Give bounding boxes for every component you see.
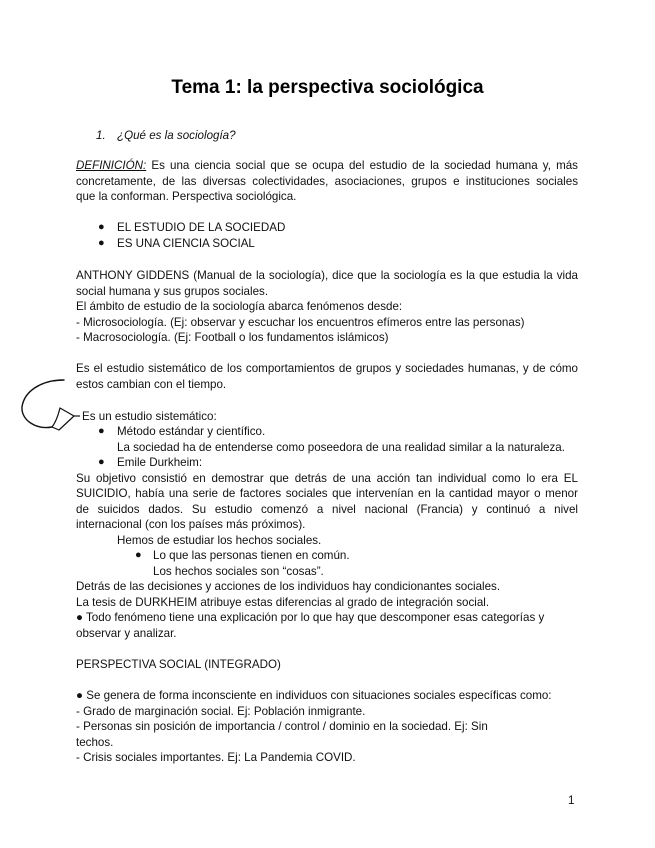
page-number: 1 <box>568 794 575 807</box>
durkheim-line-1: Su objetivo consistió en demostrar que detrás de una acción tan individual como lo era EL <box>76 472 578 485</box>
study-line-1: Es el estudio sistemático de los comportamientos de grupos y sociedades humanas, y de cómo <box>76 362 578 375</box>
durkheim-line-4: internacional (con los países más próximos). <box>76 518 306 531</box>
bullet-glyph: ● <box>98 237 105 249</box>
systematic-header: Es un estudio sistemático: <box>82 410 217 423</box>
section-heading: ¿Qué es la sociología? <box>117 129 236 142</box>
perspectiva-line-1: ● Se genera de forma inconsciente en individuos con situaciones sociales específicas como: <box>76 689 552 702</box>
durkheim-line-8: ● Todo fenómeno tiene una explicación por lo que hay que descomponer esas categorías y <box>76 611 545 624</box>
giddens-name: ANTHONY GIDDENS <box>76 269 190 282</box>
definition-line-1-text: Es una ciencia social que se ocupa del estudio de la sociedad humana y, más <box>151 159 578 172</box>
study-line-2: estos cambian con el tiempo. <box>76 378 227 391</box>
bullet-glyph: ● <box>135 549 142 561</box>
perspectiva-header: PERSPECTIVA SOCIAL (INTEGRADO) <box>76 658 281 671</box>
page-title: Tema 1: la perspectiva sociológica <box>171 77 484 98</box>
systematic-bullet-1-sub: La sociedad ha de entenderse como poseedora de una realidad similar a la naturaleza. <box>117 441 565 454</box>
definition-line-2: concretamente, de las diversas colectividades, asociaciones, grupos e instituciones sociales <box>76 175 578 188</box>
durkheim-bullet-1-sub: Los hechos sociales son “cosas”. <box>153 565 324 578</box>
perspectiva-line-2: - Grado de marginación social. Ej: Población inmigrante. <box>76 705 366 718</box>
durkheim-line-9: observar y analizar. <box>76 627 177 640</box>
giddens-line-3: El ámbito de estudio de la sociología abarca fenómenos desde: <box>76 300 403 313</box>
durkheim-line-5: Hemos de estudiar los hechos sociales. <box>117 534 322 547</box>
giddens-line-2: social humana y sus grupos sociales. <box>76 285 269 298</box>
perspectiva-line-5: - Crisis sociales importantes. Ej: La Pandemia COVID. <box>76 751 356 764</box>
definition-line-3: que la conforman. Perspectiva sociológica. <box>76 190 297 203</box>
systematic-bullet-2: Emile Durkheim: <box>117 456 203 469</box>
bullet-glyph: ● <box>98 221 105 233</box>
perspectiva-line-3: - Personas sin posición de importancia / control / dominio en la sociedad. Ej: Sin <box>76 720 488 733</box>
giddens-line-1-text: (Manual de la sociología), dice que la sociología es la que estudia la vida <box>189 269 578 282</box>
bullet-glyph: ● <box>98 456 105 468</box>
durkheim-line-3: de suicidos dados. Su estudio comenzó a nivel nacional (Francia) y continuó a nivel <box>76 503 578 516</box>
section-number: 1. <box>96 129 106 142</box>
durkheim-line-2: SUICIDIO, había una serie de factores sociales que intervenían en la cantidad mayor o menor <box>76 487 578 500</box>
perspectiva-line-4: techos. <box>76 736 114 749</box>
bullet-glyph: ● <box>98 425 105 437</box>
bullet-ciencia: ES UNA CIENCIA SOCIAL <box>117 237 255 250</box>
bullet-estudio: EL ESTUDIO DE LA SOCIEDAD <box>117 221 286 234</box>
definition-term: DEFINICIÓN: <box>76 159 147 172</box>
durkheim-line-7: La tesis de DURKHEIM atribuye estas diferencias al grado de integración social. <box>76 596 490 609</box>
durkheim-bullet-1: Lo que las personas tienen en común. <box>153 549 350 562</box>
microsociologia: - Microsociología. (Ej: observar y escuchar los encuentros efímeros entre las personas) <box>76 316 525 329</box>
systematic-bullet-1: Método estándar y científico. <box>117 425 266 438</box>
macrosociologia: - Macrosociología. (Ej: Football o los fundamentos islámicos) <box>76 331 389 344</box>
durkheim-line-6: Detrás de las decisiones y acciones de los individuos hay condicionantes sociales. <box>76 580 501 593</box>
